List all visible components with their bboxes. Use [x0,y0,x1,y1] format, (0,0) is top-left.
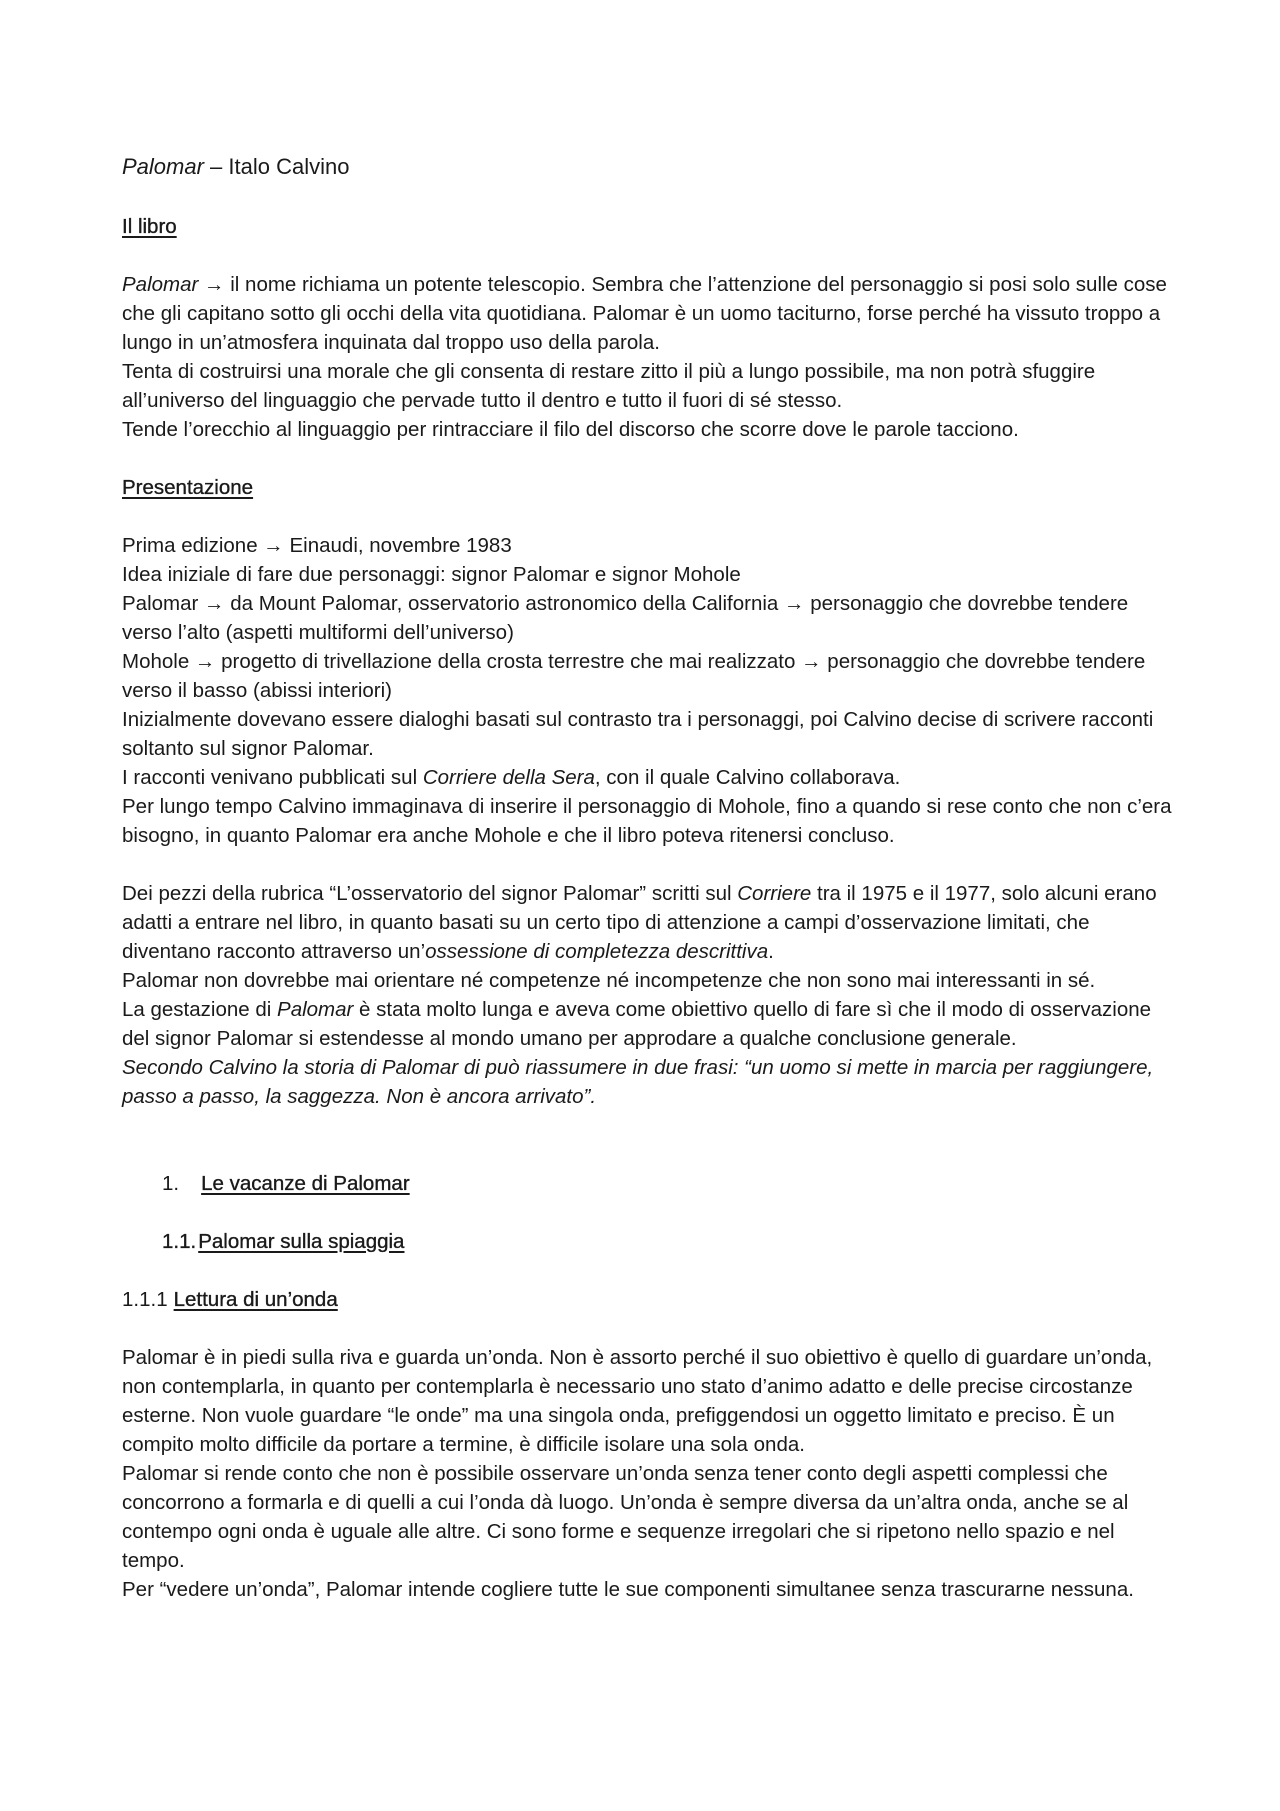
presentazione-line-9: Palomar non dovrebbe mai orientare né competenze né incompetenze che non sono mai interessanti in sé. [122,969,1096,992]
heading-presentazione: Presentazione [122,476,254,499]
presentazione-line-8 [122,879,1172,966]
onda-paragraph-3: Per “vedere un’onda”, Palomar intende cogliere tutte le sue componenti simultanee senza trascurarne nessuna. [122,1578,1134,1601]
paragraph-libro-1 [122,270,1172,357]
line-6-pre: I racconti venivano pubblicati sul [122,766,423,789]
document-title [122,152,1172,181]
chapter-1-1-1-heading [122,1285,1172,1314]
paragraph-libro-2: Tenta di costruirsi una morale che gli consenta di restare zitto il più a lungo possibile, ma non potrà sfuggire all’universo del linguaggio che pervade tutto il dentro e tutto il fuori di sé stesso. [122,360,1096,412]
line-10-italic: Palomar [277,998,354,1021]
line-10-post: è stata molto lunga e aveva come obiettivo quello di fare sì che il modo di osservazione del signor Palomar si estendesse al mondo umano per approdare a qualche conclusione generale. [122,998,1152,1050]
presentazione-line-10 [122,995,1172,1053]
title-italic: Palomar [122,154,204,179]
presentazione-line-2: Idea iniziale di fare due personaggi: signor Palomar e signor Mohole [122,563,741,586]
line-8-pre: Dei pezzi della rubrica “L’osservatorio del signor Palomar” scritti sul [122,882,738,905]
presentazione-line-5: Inizialmente dovevano essere dialoghi basati sul contrasto tra i personaggi, poi Calvino decise di scrivere racconti soltanto sul signor Palomar. [122,708,1154,760]
presentazione-quote: Secondo Calvino la storia di Palomar di può riassumere in due frasi: “un uomo si mette in marcia per raggiungere, passo a passo, la saggezza. Non è ancora arrivato”. [122,1056,1154,1108]
chapter-1-title: Le vacanze di Palomar [201,1172,410,1195]
line-8-italic-2: ossessione di completezza descrittiva [425,940,769,963]
libro-1-text: → il nome richiama un potente telescopio. Sembra che l’attenzione del personaggio si posi solo sulle cose che gli capitano sotto gli occhi della vita quotidiana. Palomar è un uomo taciturno, forse perché ha vissuto troppo a lungo in un’atmosfera inquinata dal troppo uso della parola. [122,273,1167,354]
presentazione-line-6 [122,763,1172,792]
line-6-italic: Corriere della Sera [422,766,595,789]
chapter-1-1-1-title: Lettura di un’onda [173,1288,338,1311]
title-author: – Italo Calvino [203,154,350,179]
presentazione-line-1: Prima edizione → Einaudi, novembre 1983 [122,534,512,557]
line-8-post: . [768,940,774,963]
chapter-1-1-1-number: 1.1.1 [122,1288,168,1311]
document-page [122,152,1172,1604]
onda-paragraph-1: Palomar è in piedi sulla riva e guarda un’onda. Non è assorto perché il suo obiettivo è quello di guardare un’onda, non contemplarla, in quanto per contemplarla è necessario uno stato d’animo adatto e delle precise circostanze esterne. Non vuole guardare “le onde” ma una singola onda, prefiggendosi un oggetto limitato e preciso. È un compito molto difficile da portare a termine, è difficile isolare una sola onda. [122,1346,1153,1456]
line-8-italic: Corriere [737,882,812,905]
line-8-mid: tra il 1975 e il 1977, solo alcuni erano adatti a entrare nel libro, in quanto basati su un certo tipo di attenzione a campi d’osservazione limitati, che diventano racconto attraverso un’ [122,882,1157,963]
libro-1-italic: Palomar [122,273,199,296]
chapter-1-heading [162,1169,1172,1198]
presentazione-line-3: Palomar → da Mount Palomar, osservatorio astronomico della California → personaggio che dovrebbe tendere verso l’alto (aspetti multiformi dell’universo) [122,592,1129,644]
presentazione-line-4: Mohole → progetto di trivellazione della crosta terrestre che mai realizzato → personaggio che dovrebbe tendere verso il basso (abissi interiori) [122,650,1146,702]
heading-il-libro: Il libro [122,215,177,238]
onda-paragraph-2: Palomar si rende conto che non è possibile osservare un’onda senza tener conto degli aspetti complessi che concorrono a formarla e di quelli a cui l’onda dà luogo. Un’onda è sempre diversa da un’altra onda, anche se al contempo ogni onda è uguale alle altre. Ci sono forme e sequenze irregolari che si ripetono nello spazio e nel tempo. [122,1462,1129,1572]
chapter-1-number: 1. [162,1172,180,1195]
chapter-1-1-heading [162,1227,1172,1256]
paragraph-libro-3: Tende l’orecchio al linguaggio per rintracciare il filo del discorso che scorre dove le parole tacciono. [122,418,1019,441]
chapter-1-1-title: Palomar sulla spiaggia [198,1230,405,1253]
line-10-pre: La gestazione di [122,998,278,1021]
line-6-post: , con il quale Calvino collaborava. [594,766,901,789]
presentazione-line-7: Per lungo tempo Calvino immaginava di inserire il personaggio di Mohole, fino a quando si rese conto che non c’era bisogno, in quanto Palomar era anche Mohole e che il libro poteva ritenersi concluso. [122,795,1172,847]
chapter-1-1-number: 1.1. [162,1230,197,1253]
